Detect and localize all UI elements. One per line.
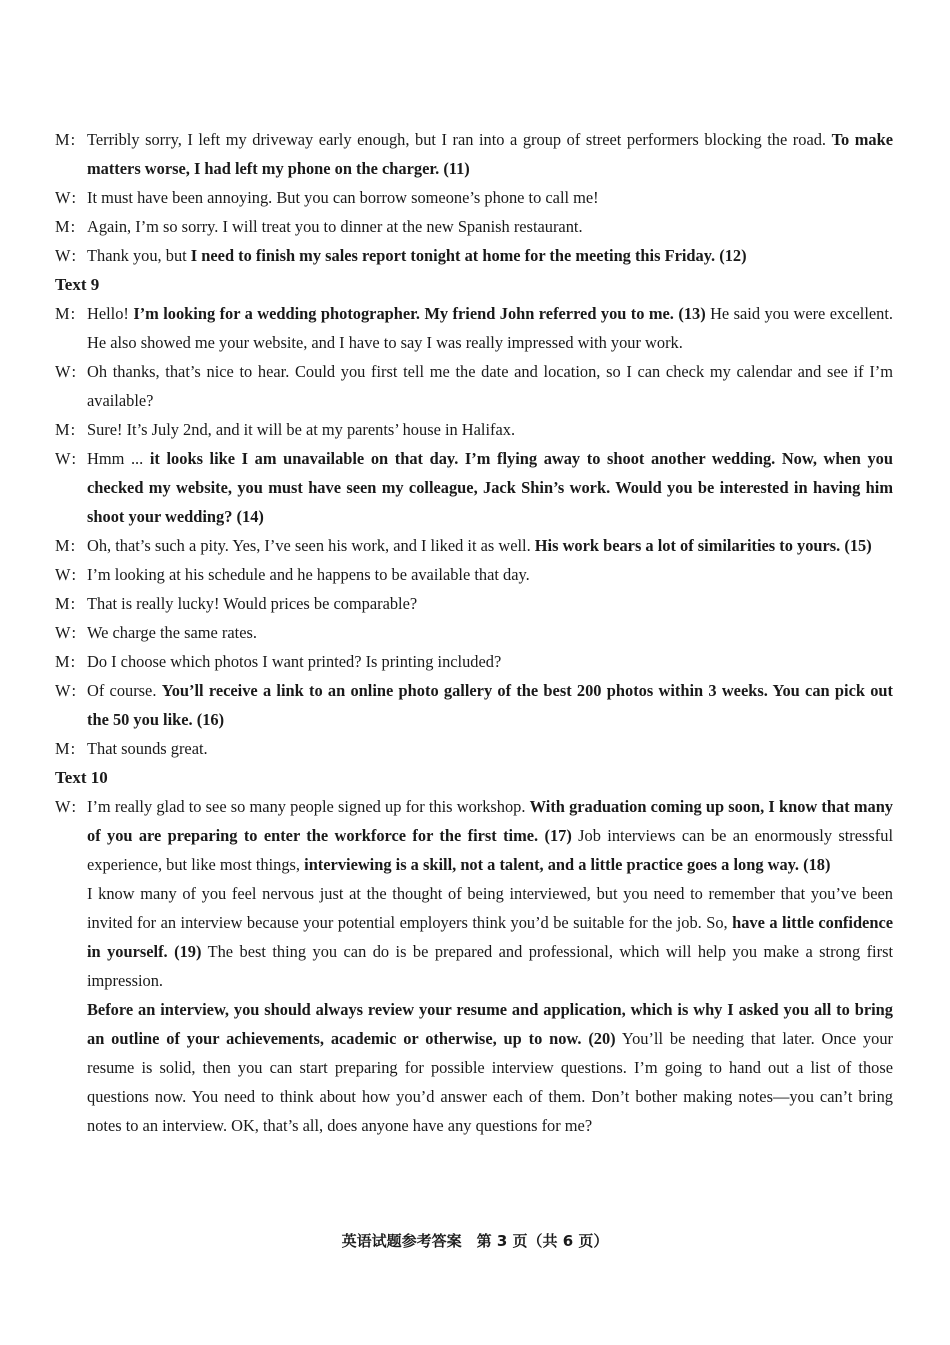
page-footer: 英语试题参考答案 第 3 页（共 6 页） xyxy=(341,1232,609,1250)
answer-evidence: it looks like I am unavailable on that day. I’m flying away to shoot another wedding. Now, when you checked my website, you must have seen my colleague, Jack Shin’s work. Would you be interested in having him shoot your wedding? xyxy=(87,449,893,526)
dialogue-turn: W: Oh thanks, that’s nice to hear. Could you first tell me the date and location, so I can check my calendar and see if I’m available? xyxy=(55,357,893,415)
speaker-label: W: xyxy=(55,623,77,642)
speaker-label: M: xyxy=(55,594,76,613)
answer-evidence: You’ll receive a link to an online photo gallery of the best 200 photos within 3 weeks. You can pick out the 50 you like. xyxy=(87,681,893,729)
speaker-label: M: xyxy=(55,536,76,555)
dialogue-turn: W: Thank you, but I need to finish my sales report tonight at home for the meeting this Friday. (12) xyxy=(55,241,893,270)
answer-evidence: With graduation coming up soon, I know that many of you are preparing to enter the workforce for the first time. xyxy=(87,797,894,845)
answer-evidence: Before an interview, you should always review your resume and application, which is why I asked you all to bring an outline of your achievements, academic or otherwise, up to now. xyxy=(87,1000,893,1048)
dialogue-turn: W: Hmm ... it looks like I am unavailable on that day. I’m flying away to shoot another wedding. Now, when you checked my website, you must have seen my colleague, Jack Shin’s work. Would you be interested in having him shoot your wedding? (14) xyxy=(55,444,893,531)
speaker-label: W: xyxy=(55,681,77,700)
speaker-label: M: xyxy=(55,217,76,236)
question-number: (20) xyxy=(588,1029,616,1048)
speaker-label: M: xyxy=(55,304,76,323)
speaker-label: M: xyxy=(55,420,76,439)
dialogue-turn: M: That sounds great. xyxy=(55,734,893,763)
dialogue-turn: W: We charge the same rates. xyxy=(55,618,893,647)
dialogue-turn: M: That is really lucky! Would prices be comparable? xyxy=(55,589,893,618)
question-number: (17) xyxy=(544,826,572,845)
dialogue-turn: M: Terribly sorry, I left my driveway early enough, but I ran into a group of street performers blocking the road. To make matters worse, I had left my phone on the charger. (11) xyxy=(55,125,893,183)
speaker-label: W: xyxy=(55,362,77,381)
speaker-label: M: xyxy=(55,739,76,758)
answer-evidence: His work bears a lot of similarities to yours. xyxy=(534,536,841,555)
answer-evidence: I need to finish my sales report tonight at home for the meeting this Friday. xyxy=(190,246,716,265)
section-heading: Text 10 xyxy=(55,768,108,787)
speaker-label: W: xyxy=(55,565,77,584)
question-number: (12) xyxy=(719,246,747,265)
question-number: (13) xyxy=(678,304,706,323)
speaker-label: W: xyxy=(55,246,77,265)
answer-evidence: To make matters worse, I had left my phone on the charger. xyxy=(87,130,893,178)
question-number: (19) xyxy=(174,942,202,961)
answer-evidence: I’m looking for a wedding photographer. My friend John referred you to me. xyxy=(133,304,674,323)
speaker-label: W: xyxy=(55,188,77,207)
dialogue-turn: W: I’m looking at his schedule and he happens to be available that day. xyxy=(55,560,893,589)
answer-evidence: interviewing is a skill, not a talent, and a little practice goes a long way. xyxy=(304,855,800,874)
question-number: (18) xyxy=(803,855,831,874)
answer-evidence: have a little confidence in yourself. xyxy=(87,913,893,961)
dialogue-turn: W: Of course. You’ll receive a link to an online photo gallery of the best 200 photos within 3 weeks. You can pick out the 50 you like. (16) xyxy=(55,676,893,734)
monologue-paragraph: W: I’m really glad to see so many people signed up for this workshop. With graduation coming up soon, I know that many of you are preparing to enter the workforce for the first time. (17) Job interviews can be an enormously stressful experience, but like most things, interviewing is a skill, not a talent, and a little practice goes a long way. (18) xyxy=(55,792,893,879)
speaker-label: W: xyxy=(55,449,77,468)
dialogue-turn: M: Do I choose which photos I want printed? Is printing included? xyxy=(55,647,893,676)
speaker-label: W: xyxy=(55,797,77,816)
section-heading: Text 9 xyxy=(55,275,100,294)
question-number: (14) xyxy=(236,507,264,526)
question-number: (16) xyxy=(196,710,225,729)
question-number: (11) xyxy=(443,159,470,178)
dialogue-turn: W: It must have been annoying. But you can borrow someone’s phone to call me! xyxy=(55,183,893,212)
monologue-paragraph: Before an interview, you should always review your resume and application, which is why I asked you all to bring an outline of your achievements, academic or otherwise, up to now. (20) You’ll be needing that later. Once your resume is solid, then you can start preparing for possible interview questions. I’m going to hand out a list of those questions now. You need to think about how you’d answer each of them. Don’t bother making notes—you can’t bring notes to an interview. OK, that’s all, does anyone have any questions for me? xyxy=(87,1000,893,1135)
dialogue-turn: M: Sure! It’s July 2nd, and it will be at my parents’ house in Halifax. xyxy=(55,415,893,444)
question-number: (15) xyxy=(844,536,872,555)
dialogue-turn: M: Oh, that’s such a pity. Yes, I’ve seen his work, and I liked it as well. His work bears a lot of similarities to yours. (15) xyxy=(55,531,893,560)
speaker-label: M: xyxy=(55,130,76,149)
transcript-content xyxy=(55,125,893,1140)
monologue-paragraph: I know many of you feel nervous just at the thought of being interviewed, but you need to remember that you’ve been invited for an interview because your potential employers think you’d be suitable for the job. So, have a little confidence in yourself. (19) The best thing you can do is be prepared and professional, which will help you make a strong first impression. xyxy=(87,884,893,990)
dialogue-turn: M: Hello! I’m looking for a wedding photographer. My friend John referred you to me. (13) He said you were excellent. He also showed me your website, and I have to say I was really impressed with your work. xyxy=(55,299,893,357)
dialogue-turn: M: Again, I’m so sorry. I will treat you to dinner at the new Spanish restaurant. xyxy=(55,212,893,241)
speaker-label: M: xyxy=(55,652,76,671)
